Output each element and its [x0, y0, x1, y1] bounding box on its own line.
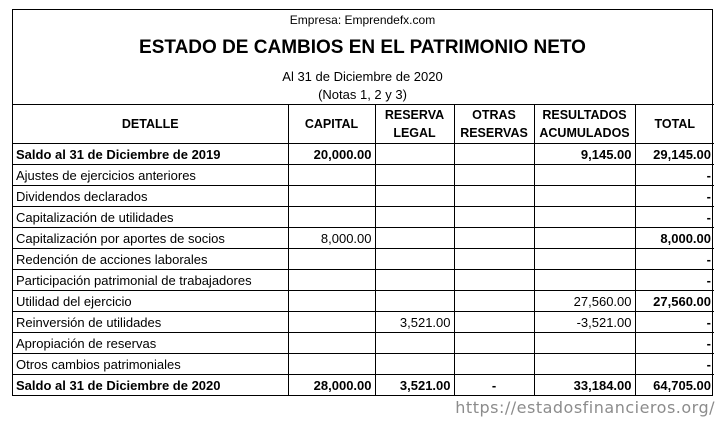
detalle-cell: Capitalización por aportes de socios [13, 228, 288, 249]
detalle-cell: Capitalización de utilidades [13, 207, 288, 228]
otras-reservas-cell [454, 186, 534, 207]
resultados-cell: 27,560.00 [534, 291, 635, 312]
column-header-otras-reservas: OTRAS RESERVAS [454, 105, 534, 144]
statement-date: Al 31 de Diciembre de 2020 [282, 69, 443, 84]
resultados-cell [534, 186, 635, 207]
total-cell: 8,000.00 [635, 228, 714, 249]
total-cell: - [635, 207, 714, 228]
capital-cell: 28,000.00 [288, 375, 375, 396]
table-row [13, 312, 714, 333]
statement-title: ESTADO DE CAMBIOS EN EL PATRIMONIO NETO [139, 37, 586, 58]
statement-sheet [12, 9, 713, 396]
reserva-legal-cell [375, 186, 454, 207]
table-row [13, 333, 714, 354]
reserva-legal-cell [375, 333, 454, 354]
table-row [13, 291, 714, 312]
total-cell: - [635, 270, 714, 291]
reserva-legal-cell: 3,521.00 [375, 375, 454, 396]
column-header-detalle: DETALLE [13, 105, 288, 144]
resultados-cell [534, 228, 635, 249]
total-cell: - [635, 333, 714, 354]
reserva-legal-cell [375, 354, 454, 375]
statement-header [13, 10, 712, 104]
column-header-reserva-legal: RESERVA LEGAL [375, 105, 454, 144]
reserva-legal-cell [375, 291, 454, 312]
capital-cell: 8,000.00 [288, 228, 375, 249]
otras-reservas-cell: - [454, 375, 534, 396]
total-cell: 27,560.00 [635, 291, 714, 312]
detalle-cell: Reinversión de utilidades [13, 312, 288, 333]
capital-cell: 20,000.00 [288, 144, 375, 165]
table-row [13, 186, 714, 207]
table-row [13, 228, 714, 249]
otras-reservas-cell [454, 165, 534, 186]
column-header-resultados-acumulados: RESULTADOS ACUMULADOS [534, 105, 635, 144]
detalle-cell: Redención de acciones laborales [13, 249, 288, 270]
total-cell: - [635, 186, 714, 207]
statement-notes: (Notas 1, 2 y 3) [318, 87, 407, 102]
table-row [13, 165, 714, 186]
resultados-cell: 9,145.00 [534, 144, 635, 165]
resultados-cell [534, 270, 635, 291]
detalle-cell: Apropiación de reservas [13, 333, 288, 354]
otras-reservas-cell [454, 333, 534, 354]
total-cell: - [635, 249, 714, 270]
resultados-cell: 33,184.00 [534, 375, 635, 396]
otras-reservas-cell [454, 228, 534, 249]
table-row [13, 207, 714, 228]
resultados-cell [534, 249, 635, 270]
table-body [13, 144, 714, 396]
capital-cell [288, 312, 375, 333]
resultados-cell [534, 333, 635, 354]
reserva-legal-cell [375, 165, 454, 186]
capital-cell [288, 186, 375, 207]
otras-reservas-cell [454, 354, 534, 375]
otras-reservas-cell [454, 312, 534, 333]
otras-reservas-cell [454, 249, 534, 270]
column-header-total: TOTAL [635, 105, 714, 144]
total-cell: - [635, 354, 714, 375]
capital-cell [288, 270, 375, 291]
detalle-cell: Otros cambios patrimoniales [13, 354, 288, 375]
resultados-cell [534, 207, 635, 228]
source-url: https://estadosfinancieros.org/ [455, 398, 715, 417]
capital-cell [288, 207, 375, 228]
total-cell: - [635, 312, 714, 333]
otras-reservas-cell [454, 207, 534, 228]
capital-cell [288, 291, 375, 312]
detalle-cell: Participación patrimonial de trabajadores [13, 270, 288, 291]
resultados-cell: -3,521.00 [534, 312, 635, 333]
equity-table [13, 104, 714, 395]
reserva-legal-cell [375, 249, 454, 270]
reserva-legal-cell [375, 207, 454, 228]
resultados-cell [534, 354, 635, 375]
total-cell: 64,705.00 [635, 375, 714, 396]
total-cell: - [635, 165, 714, 186]
capital-cell [288, 354, 375, 375]
reserva-legal-cell: 3,521.00 [375, 312, 454, 333]
reserva-legal-cell [375, 228, 454, 249]
detalle-cell: Ajustes de ejercicios anteriores [13, 165, 288, 186]
table-row [13, 249, 714, 270]
table-row [13, 375, 714, 396]
resultados-cell [534, 165, 635, 186]
table-row [13, 144, 714, 165]
table-row [13, 354, 714, 375]
otras-reservas-cell [454, 291, 534, 312]
table-header-row [13, 105, 714, 144]
capital-cell [288, 333, 375, 354]
table-row [13, 270, 714, 291]
otras-reservas-cell [454, 144, 534, 165]
capital-cell [288, 249, 375, 270]
detalle-cell: Saldo al 31 de Diciembre de 2019 [13, 144, 288, 165]
detalle-cell: Saldo al 31 de Diciembre de 2020 [13, 375, 288, 396]
column-header-capital: CAPITAL [288, 105, 375, 144]
otras-reservas-cell [454, 270, 534, 291]
company-name: Empresa: Emprendefx.com [289, 13, 436, 27]
detalle-cell: Utilidad del ejercicio [13, 291, 288, 312]
detalle-cell: Dividendos declarados [13, 186, 288, 207]
total-cell: 29,145.00 [635, 144, 714, 165]
reserva-legal-cell [375, 270, 454, 291]
capital-cell [288, 165, 375, 186]
reserva-legal-cell [375, 144, 454, 165]
